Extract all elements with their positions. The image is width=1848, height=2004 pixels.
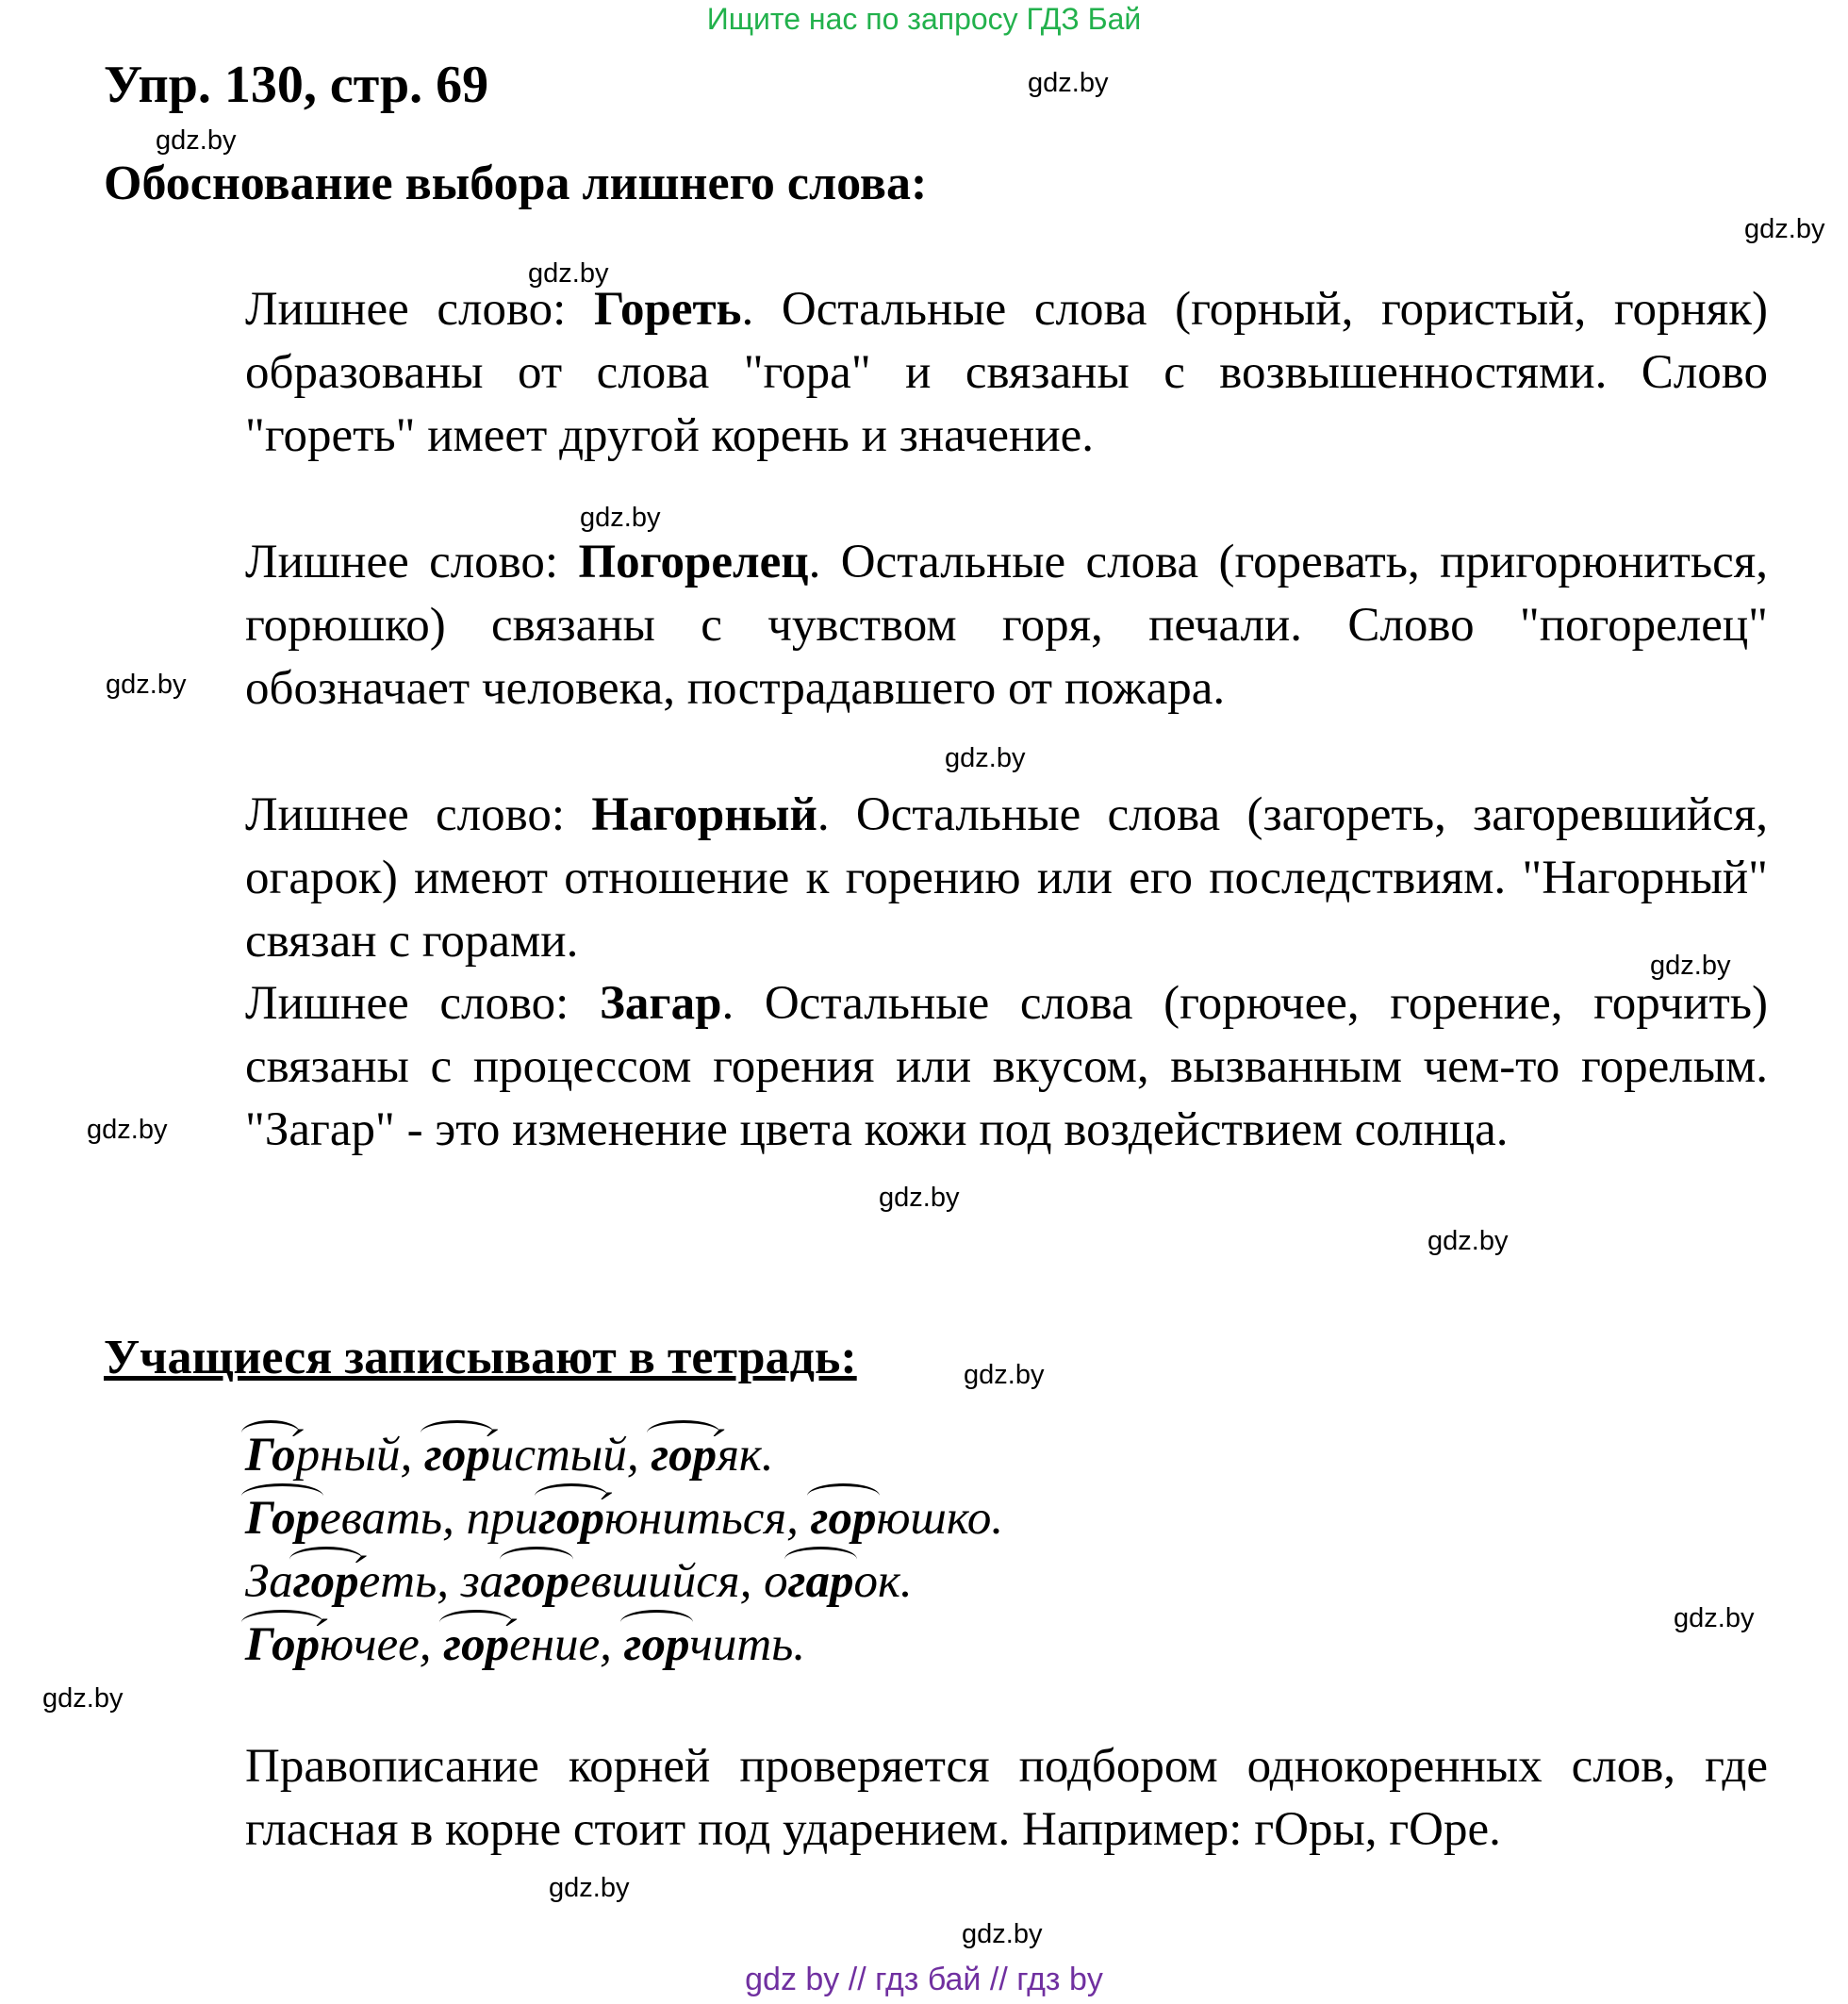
word-root: гор — [293, 1550, 359, 1614]
word-root: гор — [443, 1614, 509, 1677]
watermark: gdz.by — [87, 1115, 168, 1145]
watermark: gdz.by — [964, 1360, 1045, 1390]
odd-word: Загар — [600, 977, 722, 1030]
footer-links: gdz by // гдз бай // гдз by — [745, 1962, 1103, 1997]
odd-word: Нагорный — [591, 788, 817, 841]
explanation-paragraph: Лишнее слово: Загар. Остальные слова (горючее, горение, горчить) связаны с процессом горения или вкусом, вызванным чем-то горелым. "Загар" - это изменение цвета кожи под воздействием солнца. — [245, 977, 1768, 1156]
word-root: Гор — [245, 1614, 320, 1677]
word-root: Гор — [245, 1487, 320, 1550]
explanation-paragraph: Лишнее слово: Погорелец. Остальные слова (горевать, пригорюниться, горюшко) связаны с чувством горя, печали. Слово "погорелец" обозначает человека, пострадавшего от пожара. — [245, 536, 1768, 715]
watermark: gdz.by — [1427, 1226, 1509, 1256]
watermark: gdz.by — [945, 743, 1026, 773]
word-root: гор — [651, 1424, 717, 1487]
word-root: гар — [788, 1550, 854, 1614]
section-subtitle: Обоснование выбора лишнего слова: — [104, 157, 928, 210]
word-line: Горевать, пригорю ́ниться, горюшко. — [245, 1487, 1003, 1550]
watermark: gdz.by — [962, 1919, 1043, 1949]
odd-word: Гореть — [593, 283, 742, 336]
notebook-heading: Учащиеся записывают в тетрадь: — [104, 1331, 857, 1384]
watermark: gdz.by — [42, 1683, 124, 1714]
word-root: гор — [624, 1614, 690, 1677]
word-root: гор — [424, 1424, 490, 1487]
watermark: gdz.by — [549, 1873, 630, 1903]
explanation-paragraph: Лишнее слово: Гореть. Остальные слова (горный, гористый, горняк) образованы от слова "гора" и связаны с возвышенностями. Слово "гореть" имеет другой корень и значение. — [245, 283, 1768, 462]
word-line: Горю ́чее, горе ́ние, горчить. — [245, 1614, 1003, 1677]
word-line: Загоре ́ть, загоревшийся, огарок. — [245, 1550, 1003, 1614]
watermark: gdz.by — [156, 125, 237, 156]
watermark: gdz.by — [1028, 68, 1109, 98]
watermark: gdz.by — [1744, 214, 1825, 244]
watermark: gdz.by — [1674, 1603, 1755, 1633]
odd-word: Погорелец — [578, 536, 809, 588]
watermark: gdz.by — [1650, 951, 1731, 981]
notebook-word-list — [245, 1424, 1003, 1677]
word-root: гор — [538, 1487, 604, 1550]
word-line: Гор ́ный, гори ́стый, горя ́к. — [245, 1424, 1003, 1487]
explanation-paragraph: Лишнее слово: Нагорный. Остальные слова (загореть, загоревшийся, огарок) имеют отношение к горению или его последствиям. "Нагорный" связан с горами. — [245, 788, 1768, 968]
word-root: гор — [811, 1487, 877, 1550]
page-title: Упр. 130, стр. 69 — [104, 56, 489, 114]
word-root: Го — [245, 1424, 296, 1487]
conclusion-paragraph: Правописание корней проверяется подбором однокоренных слов, где гласная в корне стоит под ударением. Например: гОры, гОре. — [245, 1740, 1768, 1856]
watermark: gdz.by — [580, 503, 661, 533]
top-banner: Ищите нас по запросу ГДЗ Бай — [706, 2, 1142, 36]
watermark: gdz.by — [879, 1183, 960, 1213]
watermark: gdz.by — [106, 670, 187, 700]
watermark: gdz.by — [528, 258, 609, 289]
word-root: гор — [503, 1550, 569, 1614]
